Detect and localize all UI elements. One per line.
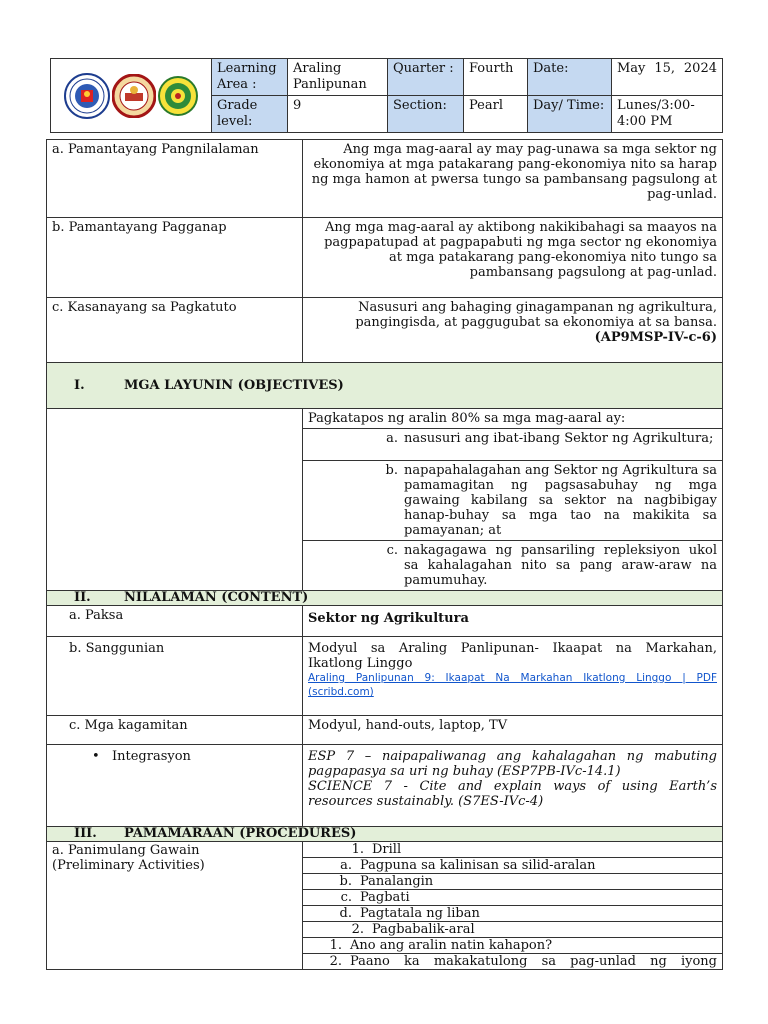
bullet-icon: • bbox=[92, 749, 100, 764]
topic-value: Sektor ng Agrikultura bbox=[303, 606, 723, 637]
procedures-section-title: PAMAMARAAN (PROCEDURES) bbox=[124, 826, 357, 841]
section-value: Pearl bbox=[464, 96, 528, 133]
topic-label: a. Paksa bbox=[47, 606, 303, 637]
objective-text: nasusuri ang ibat-ibang Sektor ng Agrikultura; bbox=[404, 431, 714, 446]
grade-level-label: Grade level: bbox=[212, 96, 288, 133]
competency-text: Nasusuri ang bahaging ginagampanan ng agrikultura, pangingisda, at paggugubat sa ekonomiya at sa bansa. bbox=[355, 300, 717, 330]
objective-label: b. bbox=[385, 463, 398, 478]
competency-code: (AP9MSP-IV-c-6) bbox=[594, 330, 717, 345]
review-item: 2. Paano ka makakatulong sa pag-unlad ng iyong bbox=[303, 954, 723, 970]
competency-cell bbox=[303, 298, 723, 363]
drill-heading: 1. Drill bbox=[303, 842, 723, 858]
review-item: 1. Ano ang aralin natin kahapon? bbox=[303, 938, 723, 954]
content-section-num: II. bbox=[74, 590, 91, 605]
performance-standard-label: b. Pamantayang Pagganap bbox=[47, 218, 303, 298]
drill-item: a. Pagpuna sa kalinisan sa silid-aralan bbox=[303, 858, 723, 874]
objectives-intro: Pagkatapos ng aralin 80% sa mga mag-aaral ay: bbox=[303, 409, 723, 429]
content-section-title: NILALAMAN (CONTENT) bbox=[124, 590, 309, 605]
grade-level-value: 9 bbox=[288, 96, 388, 133]
division-seal-icon bbox=[158, 76, 198, 116]
content-standard-text: Ang mga mag-aaral ay may pag-unawa sa mga sektor ng ekonomiya at mga patakarang pang-ekonomiya nito sa harap ng mga hamon at pwersa tungo sa pambansang pagsulong at pag-unlad. bbox=[303, 140, 723, 218]
objective-item-a bbox=[303, 429, 723, 461]
deped-seal-icon bbox=[64, 73, 110, 119]
procedures-section-header bbox=[47, 827, 723, 842]
date-value: May 15, 2024 bbox=[612, 59, 723, 96]
reference-value: Modyul sa Araling Panlipunan- Ikaapat na Markahan, Ikatlong Linggo bbox=[308, 641, 717, 671]
objective-label: c. bbox=[386, 543, 398, 558]
objective-text: nakagagawa ng pansariling repleksiyon ukol sa kahalagahan nito sa pang araw-araw na pamumuhay. bbox=[404, 543, 717, 588]
date-label: Date: bbox=[528, 59, 612, 96]
logos-cell bbox=[51, 59, 212, 133]
integration-label: • Integrasyon bbox=[47, 745, 303, 827]
objectives-section-num: I. bbox=[74, 378, 85, 393]
performance-standard-text: Ang mga mag-aaral ay aktibong nakikibahagi sa maayos na pagpapatupad at pagpapabuti ng mga sector ng ekonomiya at mga patakarang pang-ekonomiya nito tungo sa pambansang pagsulong at pag-unlad. bbox=[303, 218, 723, 298]
school-seal-icon bbox=[112, 74, 156, 118]
objectives-left-empty bbox=[47, 409, 303, 591]
procedures-section-num: III. bbox=[74, 826, 97, 841]
review-heading: 2. Pagbabalik-aral bbox=[303, 922, 723, 938]
learning-area-label: Learning Area : bbox=[212, 59, 288, 96]
quarter-label: Quarter : bbox=[388, 59, 464, 96]
objective-label: a. bbox=[386, 431, 398, 446]
daytime-label: Day/ Time: bbox=[528, 96, 612, 133]
preliminary-label: a. Panimulang Gawain (Preliminary Activities) bbox=[47, 842, 303, 970]
daytime-value: Lunes/3:00-4:00 PM bbox=[612, 96, 723, 133]
objective-item-b bbox=[303, 461, 723, 541]
reference-label: b. Sanggunian bbox=[47, 637, 303, 716]
section-label: Section: bbox=[388, 96, 464, 133]
materials-label: c. Mga kagamitan bbox=[47, 716, 303, 745]
objectives-section-title: MGA LAYUNIN (OBJECTIVES) bbox=[124, 378, 344, 393]
lesson-plan-table bbox=[46, 139, 723, 970]
learning-area-value: Araling Panlipunan bbox=[288, 59, 388, 96]
objective-item-c bbox=[303, 541, 723, 591]
header-table bbox=[50, 58, 723, 133]
drill-item: c. Pagbati bbox=[303, 890, 723, 906]
quarter-value: Fourth bbox=[464, 59, 528, 96]
drill-item: d. Pagtatala ng liban bbox=[303, 906, 723, 922]
drill-item: b. Panalangin bbox=[303, 874, 723, 890]
objectives-section-header bbox=[47, 363, 723, 409]
content-standard-label: a. Pamantayang Pangnilalaman bbox=[47, 140, 303, 218]
integration-esp: ESP 7 – naipapaliwanag ang kahalagahan ng mabuting pagpapasya sa uri ng buhay (ESP7PB-IVc-14.1) bbox=[308, 749, 717, 779]
integration-cell bbox=[303, 745, 723, 827]
materials-value: Modyul, hand-outs, laptop, TV bbox=[303, 716, 723, 745]
objective-text: napapahalagahan ang Sektor ng Agrikultura sa pamamagitan ng pagsasabuhay ng mga gawaing kabilang sa sektor na nagbibigay hanap-buhay sa mga tao na makikita sa pamayanan; at bbox=[404, 463, 717, 538]
competency-label: c. Kasanayang sa Pagkatuto bbox=[47, 298, 303, 363]
integration-science: SCIENCE 7 - Cite and explain ways of using Earth’s resources sustainably. (S7ES-IVc-4) bbox=[308, 779, 717, 809]
content-section-header bbox=[47, 591, 723, 606]
reference-link[interactable]: Araling Panlipunan 9: Ikaapat Na Markahan Ikatlong Linggo | PDF (scribd.com) bbox=[308, 672, 717, 698]
reference-cell bbox=[303, 637, 723, 716]
